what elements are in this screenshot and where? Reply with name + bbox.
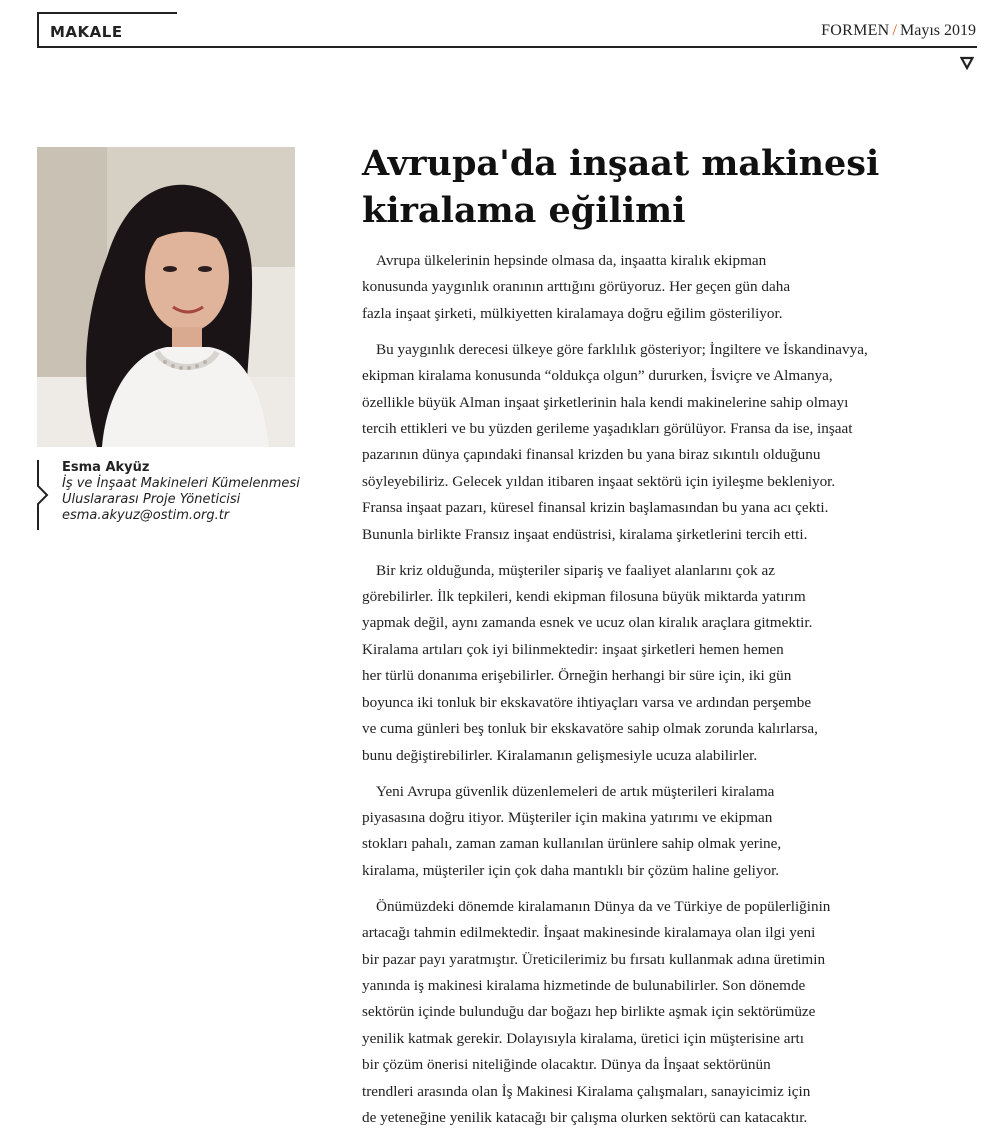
text-line: ekipman kiralama konusunda “oldukça olgun” dururken, İsviçre ve Almanya,: [362, 367, 833, 385]
text-line: boyunca iki tonluk bir ekskavatöre ihtiyaçları varsa ve ardından perşembe: [362, 693, 812, 711]
header-rule: [37, 46, 977, 48]
text-line: bir pazar payı yaratmıştır. Üreticilerimiz bu fırsatı kullanmak adına üretimin: [362, 950, 826, 968]
text-line: piyasasına doğru itiyor. Müşteriler için makina yatırımı ve ekipman: [362, 808, 773, 826]
author-email[interactable]: esma.akyuz@ostim.org.tr: [62, 508, 230, 523]
text-line: fazla inşaat şirketi, mülkiyetten kiralamaya doğru eğilim gösteriliyor.: [362, 304, 783, 322]
text-line: her türlü donanıma erişebilirler. Örneğin herhangi bir süre için, iki gün: [362, 667, 792, 685]
portrait-illustration: [37, 147, 295, 447]
text-line: Bu yaygınlık derecesi ülkeye göre farklılık gösteriyor; İngiltere ve İskandinavya,: [376, 340, 868, 358]
text-line: Kiralama artıları çok iyi bilinmektedir: inşaat şirketleri hemen hemen: [362, 640, 784, 658]
text-line: trendleri arasında olan İş Makinesi Kiralama çalışmaları, sanayicimiz için: [362, 1082, 811, 1100]
bracket-icon: [36, 460, 50, 530]
paragraph: [362, 779, 952, 885]
text-line: Bir kriz olduğunda, müşteriler sipariş ve faaliyet alanlarını çok az: [376, 561, 775, 579]
paragraph: [362, 337, 952, 548]
triangle-down-icon: [960, 56, 974, 70]
author-name: Esma Akyüz: [62, 460, 150, 475]
text-line: yapmak değil, aynı zamanda esnek ve ucuz olan kiralık araçlara gitmektir.: [362, 614, 813, 632]
author-info: [36, 460, 326, 530]
text-line: artacağı tahmin edilmektedir. İnşaat makinesinde kiralamaya olan ilgi yeni: [362, 924, 816, 942]
text-line: yenilik katmak gerekir. Dolayısıyla kiralama, üretici için müşterisine artı: [362, 1029, 804, 1047]
author-details: [62, 460, 300, 524]
text-line: Avrupa ülkelerinin hepsinde olmasa da, inşaatta kiralık ekipman: [376, 252, 767, 269]
title-line: kiralama eğilimi: [362, 190, 686, 231]
text-line: konusunda yaygınlık oranının arttığını görüyoruz. Her geçen gün daha: [362, 278, 791, 296]
text-line: Yeni Avrupa güvenlik düzenlemeleri de artık müşterileri kiralama: [376, 782, 775, 800]
article-title: [362, 140, 962, 234]
text-line: de yeteneğine yenilik katacağı bir çalışma olurken sektörü can katacaktır.: [362, 1108, 808, 1126]
text-line: Fransa inşaat pazarı, küresel finansal krizin başlamasından bu yana acı çekti.: [362, 499, 829, 517]
text-line: özellikle büyük Alman inşaat şirketlerinin hala kendi makinelerine sahip olmayı: [362, 393, 849, 411]
text-line: Bununla birlikte Fransız inşaat endüstrisi, kiralama şirketlerini tercih etti.: [362, 525, 808, 543]
text-line: stokları pahalı, zaman zaman kullanılan ürünlere sahip olmak yerine,: [362, 835, 782, 853]
magazine-name: FORMEN: [821, 22, 890, 39]
section-label: MAKALE: [50, 23, 123, 41]
author-role-line1: İş ve İnşaat Makineleri Kümelenmesi: [62, 476, 300, 491]
text-line: kiralama, müşteriler için çok daha mantıklı bir çözüm haline geliyor.: [362, 861, 780, 879]
paragraph: [362, 558, 952, 769]
title-line: Avrupa'da inşaat makinesi: [362, 143, 880, 184]
issue-separator: /: [892, 22, 897, 39]
text-line: yanında iş makinesi kiralama hizmetinde de bulunabilirler. Son dönemde: [362, 976, 806, 994]
text-line: sektörün içinde bulunduğu dar boğazı hep birlikte aşmak için sektörümüze: [362, 1003, 816, 1021]
author-photo: [37, 147, 295, 447]
article-body: [362, 248, 952, 1138]
author-role-line2: Uluslararası Proje Yöneticisi: [62, 492, 241, 507]
magazine-issue: [821, 22, 976, 40]
issue-date: Mayıs 2019: [900, 22, 976, 39]
text-line: bir çözüm önerisi niteliğinde olacaktır. Dünya da İnşaat sektörünün: [362, 1056, 771, 1074]
text-line: ve cuma günleri beş tonluk bir ekskavatöre sahip olmak zorunda kalırlarsa,: [362, 720, 818, 738]
section-tab: [37, 12, 177, 48]
text-line: söyleyebiliriz. Gelecek yıldan itibaren inşaat sektörü için iyileşme bekleniyor.: [362, 472, 836, 490]
text-line: görebilirler. İlk tepkileri, kendi ekipman filosuna büyük miktarda yatırım: [362, 588, 806, 606]
paragraph: [362, 894, 952, 1132]
text-line: pazarının dünya çapındaki finansal krizden bu yana biraz sıkıntılı olduğunu: [362, 446, 821, 464]
text-line: bunu değiştirebilirler. Kiralamanın gelişmesiyle ucuza alabilirler.: [362, 746, 758, 764]
text-line: tercih ettikleri ve bu yüzden gerileme yaşadıkları görülüyor. Fransa da ise, inşaat: [362, 420, 853, 438]
text-line: Önümüzdeki dönemde kiralamanın Dünya da ve Türkiye de popülerliğinin: [376, 897, 831, 915]
paragraph: [362, 248, 952, 327]
